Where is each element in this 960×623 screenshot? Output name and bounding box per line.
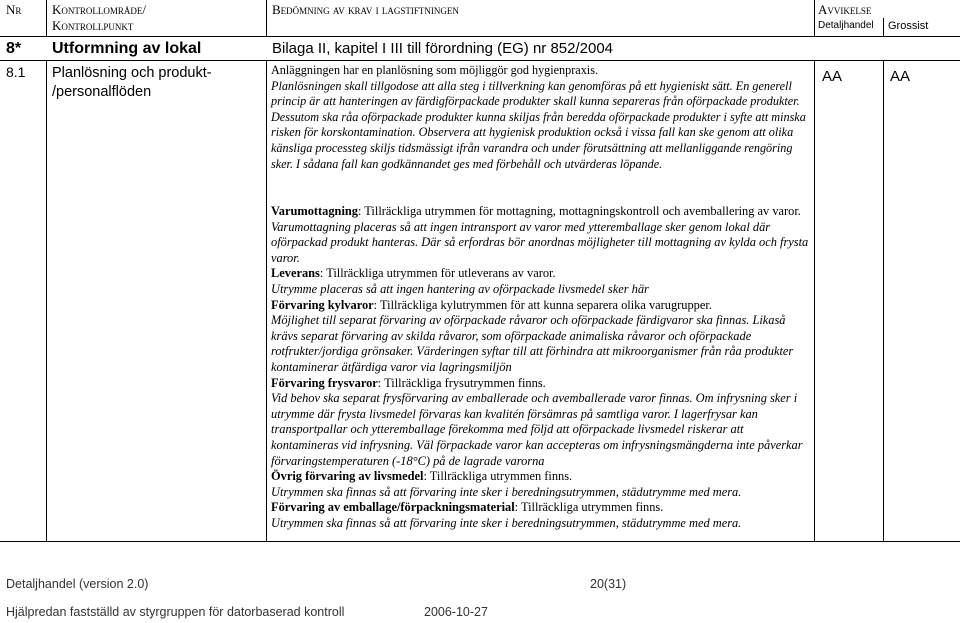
area-note: Möjlighet till separat förvaring av oförpackade råvaror och oförpackade färdigvaror ska finnas. Likaså krävs separat förvaring av skilda råvaror, som oförpackade animaliska råvaror och oförpackade rotfrukter/jordiga grönsaker. Värderingen syftar till att förhindra att mikroorganismer från råa produkter kontaminerar ätfärdiga varor via lagringsmiljön bbox=[271, 313, 794, 374]
col-divider-1b bbox=[46, 60, 47, 541]
area-text: : Tillräckliga utrymmen för utleverans av varor. bbox=[319, 266, 556, 281]
item-number: 8.1 bbox=[6, 64, 26, 80]
assessment-intro bbox=[271, 63, 811, 172]
area-ovrig bbox=[271, 469, 811, 485]
rule-top-header bbox=[0, 36, 960, 37]
footer-doc: Detaljhandel (version 2.0) bbox=[6, 577, 149, 591]
area-varumottagning bbox=[271, 204, 811, 220]
area-note: Utrymme placeras så att ingen hantering av oförpackade livsmedel sker här bbox=[271, 281, 649, 296]
header-grossist: Grossist bbox=[888, 20, 929, 32]
col-divider-2 bbox=[266, 0, 267, 36]
area-leverans bbox=[271, 266, 811, 282]
section-number: 8* bbox=[6, 40, 22, 57]
footer-date: 2006-10-27 bbox=[424, 605, 488, 619]
area-label: Varumottagning bbox=[271, 204, 358, 218]
rule-section bbox=[0, 60, 960, 61]
area-text: : Tillräckliga frysutrymmen finns. bbox=[377, 375, 546, 390]
area-note: Vid behov ska separat frysförvaring av emballerade och avemballerade varor finnas. Om infrysning sker i utrymme där frysta livsmedel förvaras kan kvalitén försämras på samtliga varor. I lagerfrysar kan transportpallar och ytteremballage förekomma med följd att oförpackade livsmedel riskerar att kontamineras vid infrysning. Väl förpackade varor kan accepteras om infrysningsmängderna inte påverkar förvaringstemperaturen (-18°C) på de lagrade varorna bbox=[271, 391, 803, 468]
header-bedomning: Bedömning av krav i lagstiftningen bbox=[272, 2, 459, 17]
area-emballage bbox=[271, 500, 811, 516]
section-reference: Bilaga II, kapitel I III till förordning (EG) nr 852/2004 bbox=[272, 40, 614, 57]
footer-source: Hjälpredan fastställd av styrgruppen för datorbaserad kontroll bbox=[6, 605, 345, 619]
grade-detaljhandel: AA bbox=[822, 68, 843, 85]
intro-explanation: Planlösningen skall tillgodose att alla steg i tillverkning kan genomföras på ett hygieniskt sätt. En generell princip är att hanteringen av färdigförpackade produkter skall kunna separeras från oförpackade produkter. Dessutom ska råa oförpackade produkter kunna skiljas från beredda oförpackade produkter i syfte att minska risken för korskontamination. Observera att hygienisk produktion också i vissa fall kan ske genom att olika känsliga processteg skiljs tidsmässigt ifrån varandra och under förutsättning att mellanliggande rengöring sker. I sådana fall kan godkännandet ges med förbehåll och utvärderas löpande. bbox=[271, 78, 806, 171]
area-label: Förvaring av emballage/förpackningsmaterial bbox=[271, 500, 515, 515]
assessment-areas bbox=[271, 204, 811, 531]
area-text: : Tillräckliga utrymmen finns. bbox=[423, 469, 573, 484]
area-kylvaror bbox=[271, 298, 811, 314]
area-label: Leverans bbox=[271, 266, 320, 281]
col-divider-1 bbox=[46, 0, 47, 36]
area-text: : Tillräckliga utrymmen för mottagning, mottagningskontroll och avemballering av varor. bbox=[357, 204, 801, 218]
header-omrade-line2: Kontrollpunkt bbox=[52, 18, 134, 33]
area-text: : Tillräckliga kylutrymmen för att kunna separera olika varugrupper. bbox=[373, 297, 712, 312]
area-label: Förvaring kylvaror bbox=[271, 297, 374, 312]
area-note: Utrymmen ska finnas så att förvaring inte sker i beredningsutrymmen, städutrymme med mera. bbox=[271, 484, 742, 499]
header-omrade-line1: Kontrollområde/ bbox=[52, 2, 146, 17]
grade-grossist: AA bbox=[890, 68, 911, 85]
table-header bbox=[0, 0, 960, 36]
col-divider-3b bbox=[814, 60, 815, 541]
header-omrade bbox=[52, 2, 146, 34]
rule-bottom bbox=[0, 541, 960, 542]
footer-page: 20(31) bbox=[590, 577, 627, 591]
col-divider-4b bbox=[883, 60, 884, 541]
section-title: Utformning av lokal bbox=[52, 40, 202, 57]
header-nr: Nr bbox=[6, 2, 22, 17]
col-divider-3 bbox=[814, 0, 815, 36]
item-title: Planlösning och produkt- /personalflöden bbox=[52, 65, 212, 100]
col-divider-2b bbox=[266, 60, 267, 541]
area-label: Förvaring frysvaror bbox=[271, 375, 378, 390]
header-detaljhandel: Detaljhandel bbox=[818, 20, 874, 31]
col-divider-4 bbox=[883, 18, 884, 36]
header-avvikelse: Avvikelse bbox=[818, 2, 872, 17]
intro-statement: Anläggningen har en planlösning som möjliggör god hygienpraxis. bbox=[271, 63, 598, 77]
area-note: Varumottagning placeras så att ingen intransport av varor med ytteremballage sker genom lokal där oförpackad produkt hanteras. Där så erfordras bör anordnas möjligheter till mottagning av kylda och frysta varor. bbox=[271, 219, 809, 265]
area-label: Övrig förvaring av livsmedel bbox=[271, 469, 424, 484]
area-text: : Tillräckliga utrymmen finns. bbox=[514, 500, 664, 515]
area-frysvaror bbox=[271, 376, 811, 392]
area-note: Utrymmen ska finnas så att förvaring inte sker i beredningsutrymmen, städutrymme med mera. bbox=[271, 515, 742, 530]
